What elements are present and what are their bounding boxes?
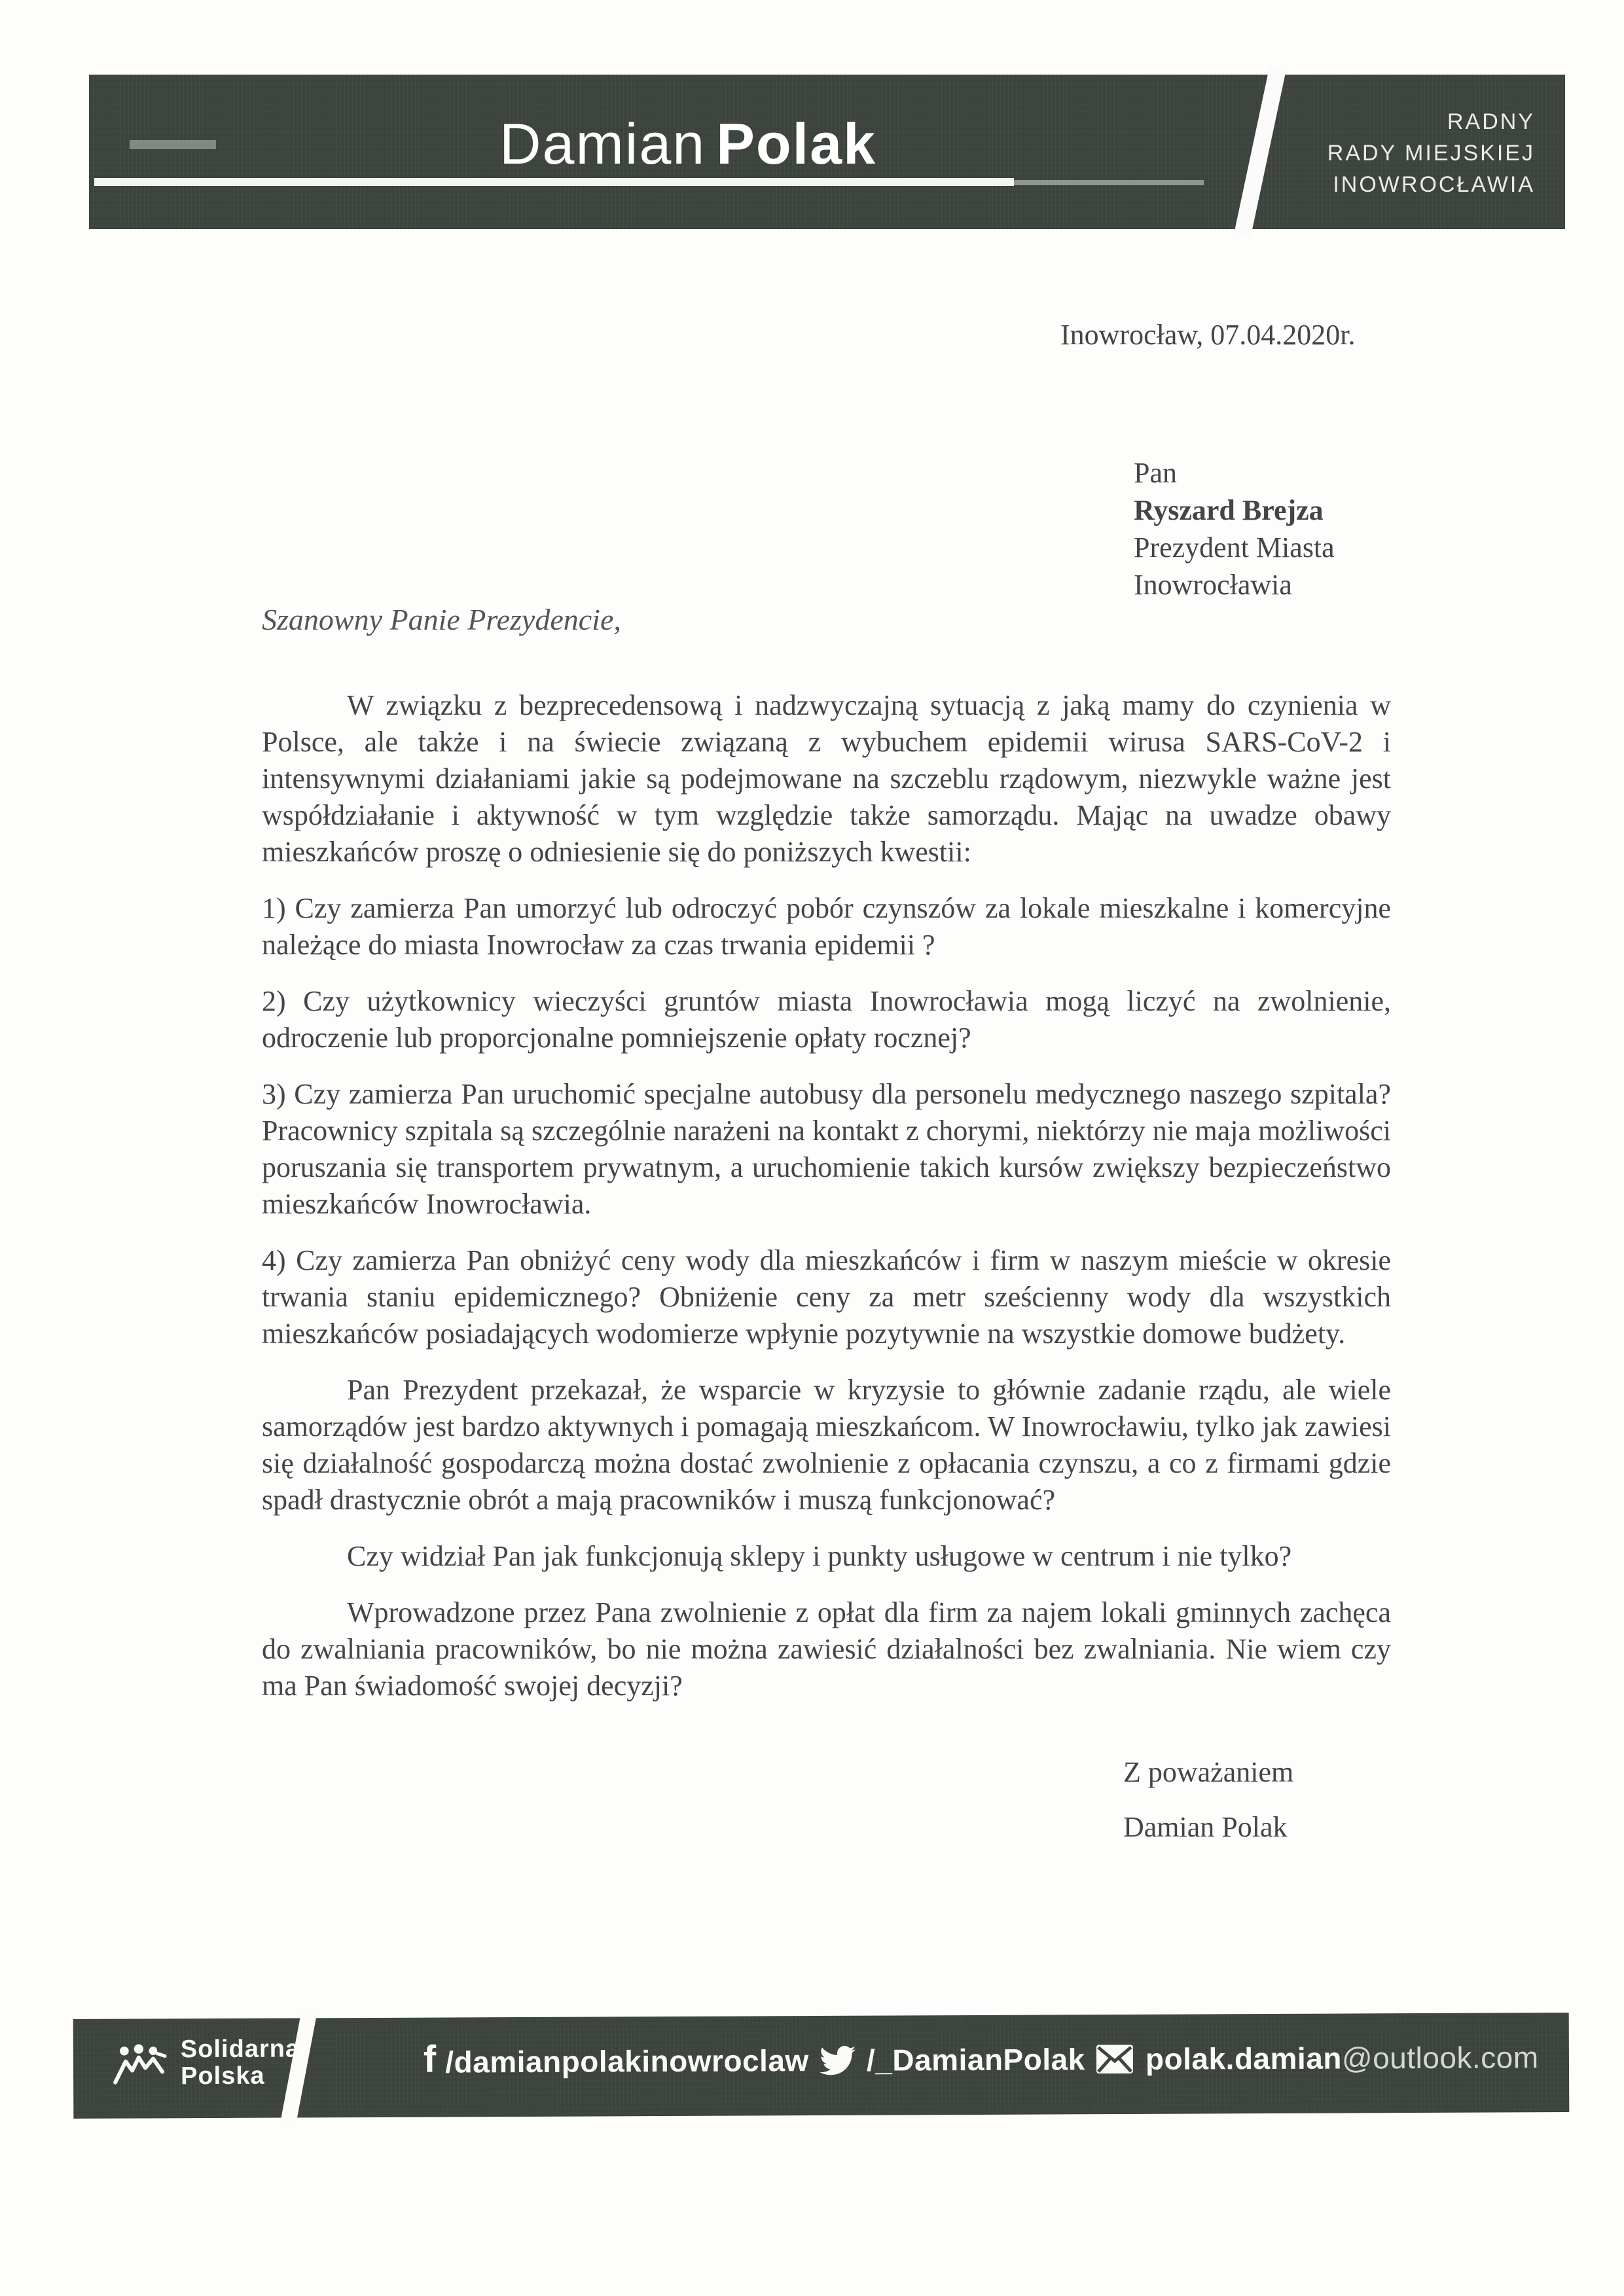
recipient-name: Ryszard Brejza	[1134, 494, 1324, 526]
recipient-title: Prezydent Miasta	[1134, 531, 1335, 564]
paragraph-question-1: 1) Czy zamierza Pan umorzyć lub odroczyć pobór czynszów za lokale mieszkalne i komercyjne należące do miasta Inowrocław za czas trwania epidemii ?	[262, 892, 1391, 961]
email-contact	[1096, 2040, 1539, 2077]
solidarna-polska-logo-icon	[113, 2041, 170, 2087]
letterhead-underline	[94, 178, 1014, 186]
closing-phrase: Z poważaniem	[1123, 1756, 1294, 1788]
email-user: polak.damian	[1145, 2041, 1343, 2077]
paragraph-conclusion: Wprowadzone przez Pana zwolnienie z opłat dla firm za najem lokali gminnych zachęca do zwalniania pracowników, bo nie można zawiesić działalności bez zwalniania. Nie wiem czy ma Pan świadomość swojej decyzji?	[262, 1596, 1391, 1702]
email-address	[1146, 2040, 1539, 2077]
signature-name: Damian Polak	[1123, 1811, 1288, 1843]
role-line-1: RADNY	[1447, 109, 1535, 134]
paragraph-commentary: Pan Prezydent przekazał, że wsparcie w kryzysie to głównie zadanie rządu, ale wiele samorządów jest bardzo aktywnych i pomagają mieszkańcom. W Inowrocławiu, tylko jak zawiesi się działalność gospodarczą można dostać zwolnienie z opłacania czynszu, a co z firmami gdzie spadł drastycznie obrót a mają pracowników i muszą funkcjonować?	[262, 1374, 1391, 1516]
party-logo	[113, 2036, 300, 2090]
party-name-line-1: Solidarna	[180, 2035, 300, 2064]
letterhead-role-block	[1327, 106, 1535, 200]
twitter-contact	[820, 2042, 1085, 2079]
facebook-icon: f	[423, 2037, 437, 2081]
letterhead-banner	[89, 75, 1565, 229]
facebook-handle: /damianpolakinowroclaw	[445, 2043, 809, 2079]
letterhead-underline-extension	[1014, 180, 1204, 185]
banner-diagonal-separator	[1234, 66, 1286, 238]
letterhead-last-name: Polak	[716, 111, 877, 176]
recipient-city: Inowrocławia	[1134, 569, 1292, 601]
recipient-salutation-word: Pan	[1134, 457, 1177, 489]
letterhead-name	[499, 111, 877, 176]
paragraph-question-3: 3) Czy zamierza Pan uruchomić specjalne autobusy dla personelu medycznego naszego szpitala? Pracownicy szpitala są szczególnie narażeni na kontakt z chorymi, niektórzy nie maja możliwości poruszania się transportem prywatnym, a uruchomienie takich kursów zwiększy bezpieczeństwo mieszkańców Inowrocławia.	[262, 1078, 1391, 1220]
party-name	[181, 2036, 300, 2090]
salutation: Szanowny Panie Prezydencie,	[262, 603, 621, 636]
twitter-handle: /_DamianPolak	[866, 2042, 1085, 2078]
paragraph-question-2: 2) Czy użytkownicy wieczyści gruntów miasta Inowrocławia mogą liczyć na zwolnienie, odroczenie lub proporcjonalne pomniejszenie opłaty rocznej?	[262, 985, 1391, 1054]
paragraph-rhetorical-question: Czy widział Pan jak funkcjonują sklepy i punkty usługowe w centrum i nie tylko?	[347, 1540, 1292, 1572]
email-domain: @outlook.com	[1341, 2040, 1539, 2075]
party-name-line-2: Polska	[180, 2062, 265, 2090]
footer-banner	[73, 2013, 1570, 2119]
role-line-2: RADY MIEJSKIEJ	[1327, 141, 1535, 166]
dateline: Inowrocław, 07.04.2020r.	[1060, 319, 1356, 351]
envelope-icon	[1096, 2044, 1134, 2074]
recipient-block	[1134, 454, 1335, 603]
paragraph-intro: W związku z bezprecedensową i nadzwyczajną sytuacją z jaką mamy do czynienia w Polsce, ale także i na świecie związaną z wybuchem epidemii wirusa SARS-CoV-2 i intensywnymi działaniami jakie są podejmowane na szczeblu rządowym, niezwykle ważne jest współdziałanie i aktywność w tym względzie także samorządu. Mając na uwadze obawy mieszkańców proszę o odniesienie się do poniższych kwestii:	[262, 689, 1391, 868]
role-line-3: INOWROCŁAWIA	[1333, 172, 1535, 197]
facebook-contact	[423, 2037, 809, 2081]
letterhead-first-name: Damian	[499, 111, 706, 176]
letter-body	[262, 687, 1391, 1724]
twitter-icon	[820, 2044, 857, 2077]
paragraph-question-4: 4) Czy zamierza Pan obniżyć ceny wody dla mieszkańców i firm w naszym mieście w okresie trwania staniu epidemicznego? Obniżenie ceny za metr sześcienny wody dla wszystkich mieszkańców posiadających wodomierze wpłynie pozytywnie na wszystkie domowe budżety.	[262, 1244, 1391, 1350]
banner-dash-mark	[130, 140, 216, 149]
